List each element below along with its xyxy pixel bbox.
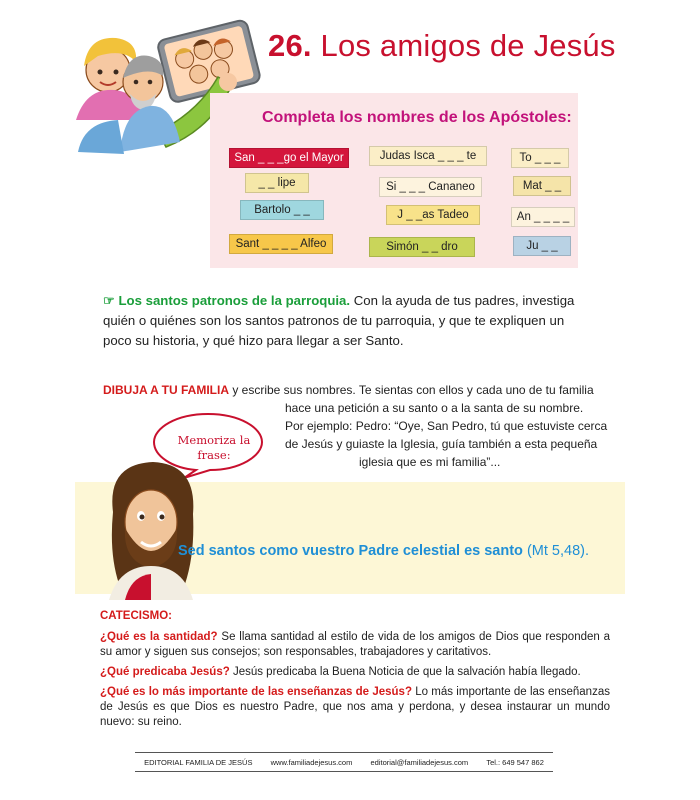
- footer-email-link[interactable]: editorial@familiadejesus.com: [370, 757, 469, 767]
- apostle-chip-mateo[interactable]: Mat _ _: [513, 176, 571, 196]
- apostle-chip-andres[interactable]: An _ _ _ _: [511, 207, 575, 227]
- footer-publisher: EDITORIAL FAMILIA DE JESÚS: [144, 757, 253, 767]
- apostle-chip-judas-tadeo[interactable]: J _ _as Tadeo: [386, 205, 480, 225]
- apostle-chip-simon-pedro[interactable]: Simón _ _ dro: [369, 237, 475, 257]
- footer-phone: Tel.: 649 547 862: [486, 757, 544, 767]
- memorize-bubble-text: Memoriza la frase:: [177, 433, 251, 462]
- apostle-chip-judas[interactable]: Judas Isca _ _ _ te: [369, 146, 487, 166]
- apostle-chip-simon-cananeo[interactable]: Si _ _ _ Cananeo: [379, 177, 482, 197]
- family-line3: Por ejemplo: Pedro: “Oye, San Pedro, tú que estuviste cerca: [285, 419, 608, 433]
- catechism-question: ¿Qué es lo más importante de las enseñanzas de Jesús?: [100, 686, 412, 698]
- catechism-answer: Se llama santidad al estilo de vida de los amigos de Dios que responden a su amor y siguen sus consejos; son responsables, trabajadores y caritativos.: [100, 631, 611, 658]
- apostle-chip-juan[interactable]: Ju _ _: [513, 236, 571, 256]
- family-line4: de Jesús y guiaste la Iglesia, guía también a esta pequeña: [285, 437, 598, 451]
- parish-line2: quién o quiénes son los santos patronos de tu parroquia, y que te expliquen un: [103, 313, 565, 328]
- parish-line3: poco su historia, y qué hizo para llegar a ser Santo.: [103, 333, 404, 348]
- apostle-chip-felipe[interactable]: _ _ lipe: [245, 173, 309, 193]
- family-line1: y escribe sus nombres. Te sientas con ellos y cada uno de tu familia: [229, 383, 594, 397]
- parish-patrons-section: [103, 291, 623, 351]
- lesson-number: 26.: [268, 28, 312, 63]
- apostle-chip-santiago[interactable]: San _ _ _go el Mayor: [229, 148, 349, 168]
- footer-website-link[interactable]: www.familiadejesus.com: [270, 757, 353, 767]
- pointing-hand-icon: ☞: [103, 293, 115, 308]
- catechism-question: ¿Qué predicaba Jesús?: [100, 666, 230, 678]
- jesus-illustration: [95, 450, 205, 600]
- catechism-heading: CATECISMO:: [100, 610, 172, 622]
- verse-reference: (Mt 5,48).: [522, 543, 589, 559]
- family-heading: DIBUJA A TU FAMILIA: [103, 383, 229, 397]
- apostle-chip-santiago-alfeo[interactable]: Sant _ _ _ _ Alfeo: [229, 234, 333, 254]
- catechism-answer: Lo más importante de las enseñanzas de Jesús es que Dios es nuestro Padre, que nos ama y perdona, y desea instaurar un mundo nuevo: su reino.: [100, 686, 610, 728]
- family-line2: hace una petición a su santo o a la santa de su nombre.: [285, 401, 584, 415]
- memorize-verse: [178, 543, 589, 559]
- parish-line1: Con la ayuda de tus padres, investiga: [350, 293, 575, 308]
- lesson-title: [268, 28, 616, 64]
- page-footer: [135, 752, 553, 772]
- lesson-title-text: Los amigos de Jesús: [320, 28, 616, 63]
- family-line5: iglesia que es mi familia”...: [359, 455, 501, 469]
- catechism-item: [100, 685, 610, 730]
- catechism-answer: Jesús predicaba la Buena Noticia de que la salvación había llegado.: [229, 666, 581, 678]
- verse-text: Sed santos como vuestro Padre celestial es santo: [178, 543, 523, 559]
- parish-heading: Los santos patronos de la parroquia.: [118, 293, 351, 308]
- apostle-chip-bartolome[interactable]: Bartolo _ _: [240, 200, 324, 220]
- apostle-chip-tomas[interactable]: To _ _ _: [511, 148, 569, 168]
- catechism-section: [100, 609, 610, 735]
- catechism-question: ¿Qué es la santidad?: [100, 631, 218, 643]
- apostles-instruction: Completa los nombres de los Apóstoles:: [262, 109, 572, 126]
- catechism-item: [100, 665, 610, 680]
- catechism-item: [100, 630, 610, 660]
